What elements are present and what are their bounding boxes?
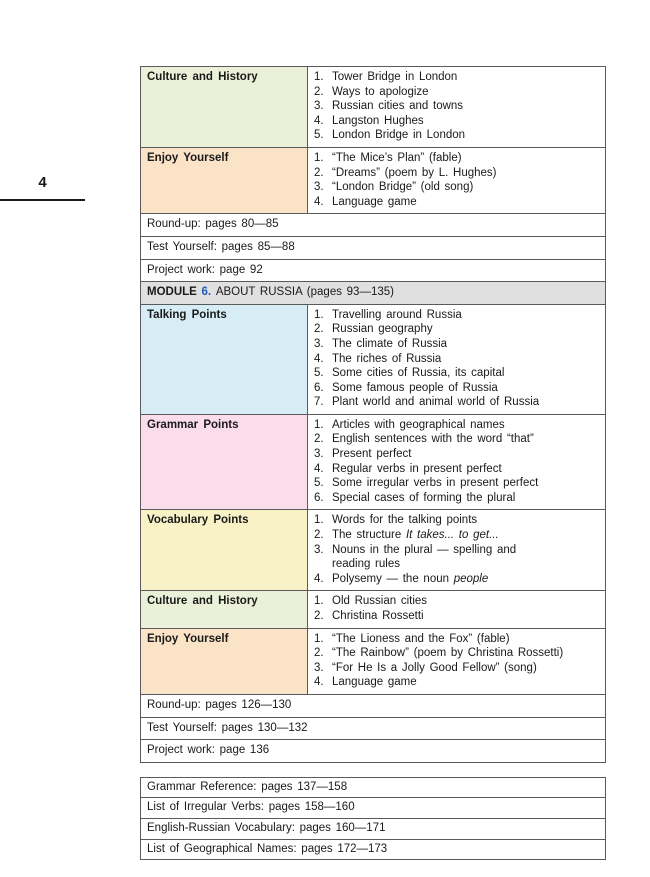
appendix-table (140, 777, 606, 860)
section-label: Grammar Points (141, 414, 308, 510)
toc-row (141, 282, 606, 305)
toc-item (314, 180, 599, 195)
item-number: 6. (314, 381, 324, 394)
section-items (308, 628, 606, 694)
text: reading rules (332, 558, 400, 571)
item-text: Christina Rossetti (332, 610, 424, 622)
toc-item (314, 462, 599, 477)
appendix-entry: Grammar Reference: pages 137—158 (141, 777, 606, 798)
item-number: 4. (314, 676, 324, 689)
item-text: The climate of Russia (332, 337, 448, 350)
item-number: 1. (314, 151, 324, 164)
appendix-row (141, 777, 606, 798)
section-items (308, 147, 606, 213)
module-title: ABOUT RUSSIA (pages 93—135) (215, 286, 394, 299)
item-number: 2. (314, 529, 324, 542)
item-text: Ways to apologize (332, 85, 429, 98)
item-number: 1. (314, 418, 324, 431)
toc-row (141, 236, 606, 259)
table-of-contents (140, 66, 606, 860)
appendix-row (141, 818, 606, 839)
item-text: “London Bridge” (old song) (332, 181, 474, 194)
appendix-entry: English-Russian Vocabulary: pages 160—171 (141, 818, 606, 839)
toc-item (314, 572, 599, 587)
item-number: 5. (314, 477, 324, 490)
item-number: 5. (314, 367, 324, 380)
module-word: MODULE (147, 286, 202, 299)
toc-row (141, 717, 606, 740)
toc-item (314, 675, 599, 690)
appendix-entry: List of Geographical Names: pages 172—173 (141, 839, 606, 860)
toc-item (314, 352, 599, 367)
toc-item (314, 432, 599, 447)
item-number: 4. (314, 462, 324, 475)
item-text: Russian cities and towns (332, 100, 464, 113)
toc-row (141, 628, 606, 694)
item-text: Regular verbs in present perfect (332, 462, 502, 475)
item-text: English sentences with the word “that” (332, 433, 534, 446)
item-number: 4. (314, 572, 324, 585)
toc-item (314, 322, 599, 337)
item-text: “The Mice’s Plan” (fable) (332, 151, 462, 164)
item-number: 3. (314, 100, 324, 113)
section-items (308, 414, 606, 510)
item-text: Some cities of Russia, its capital (332, 367, 505, 380)
item-number: 2. (314, 610, 324, 622)
item-number: 4. (314, 352, 324, 365)
item-number: 2. (314, 85, 324, 98)
text: The structure (332, 529, 406, 542)
appendix-row (141, 839, 606, 860)
item-text: Articles with geographical names (332, 418, 505, 431)
toc-item (314, 609, 599, 624)
section-label: Culture and History (141, 591, 308, 628)
item-number: 3. (314, 543, 324, 556)
item-text (332, 543, 599, 572)
item-text: Some famous people of Russia (332, 381, 498, 394)
toc-item (314, 594, 599, 609)
item-text: Langston Hughes (332, 114, 424, 127)
item-number: 3. (314, 448, 324, 461)
section-items (308, 304, 606, 414)
item-number: 1. (314, 595, 324, 608)
item-number: 2. (314, 433, 324, 446)
full-width-row: Test Yourself: pages 130—132 (141, 717, 606, 740)
item-text (332, 528, 599, 543)
text: Nouns in the plural — spelling and (332, 543, 517, 556)
toc-table (140, 66, 606, 763)
text: Polysemy — the noun (332, 572, 454, 585)
item-number: 3. (314, 337, 324, 350)
item-text: Language game (332, 676, 417, 689)
item-text: Russian geography (332, 323, 433, 336)
appendix-table-body (141, 777, 606, 859)
full-width-row: Project work: page 136 (141, 740, 606, 763)
item-text: “Dreams” (poem by L. Hughes) (332, 166, 497, 179)
item-text: “For He Is a Jolly Good Fellow” (song) (332, 661, 537, 674)
item-number: 7. (314, 396, 324, 409)
toc-item (314, 447, 599, 462)
toc-item (314, 337, 599, 352)
item-number: 2. (314, 323, 324, 336)
toc-item (314, 646, 599, 661)
item-text: Present perfect (332, 448, 412, 461)
toc-item (314, 151, 599, 166)
toc-item (314, 308, 599, 323)
item-number: 3. (314, 661, 324, 674)
italic-text: It takes... to get... (405, 529, 499, 542)
section-label: Vocabulary Points (141, 510, 308, 591)
toc-item (314, 114, 599, 129)
item-number: 4. (314, 114, 324, 127)
toc-row (141, 304, 606, 414)
toc-item (314, 476, 599, 491)
module-number: 6. (201, 286, 216, 299)
section-items (308, 591, 606, 628)
item-text: Tower Bridge in London (332, 71, 458, 83)
toc-row (141, 147, 606, 213)
item-number: 1. (314, 308, 324, 321)
toc-row (141, 510, 606, 591)
toc-item (314, 632, 599, 647)
toc-row (141, 591, 606, 628)
toc-row (141, 414, 606, 510)
toc-row (141, 740, 606, 763)
item-text: Words for the talking points (332, 514, 478, 527)
page-number: 4 (38, 174, 47, 191)
italic-text: people (453, 572, 489, 585)
toc-item (314, 528, 599, 543)
toc-item (314, 85, 599, 100)
item-number: 2. (314, 166, 324, 179)
toc-item (314, 99, 599, 114)
item-text: Travelling around Russia (332, 308, 462, 321)
item-text: Language game (332, 195, 417, 208)
full-width-row: Round-up: pages 126—130 (141, 694, 606, 717)
section-label: Talking Points (141, 304, 308, 414)
item-text: Old Russian cities (332, 595, 428, 608)
item-text: The riches of Russia (332, 352, 442, 365)
toc-item (314, 418, 599, 433)
item-text: London Bridge in London (332, 129, 466, 142)
section-items (308, 510, 606, 591)
toc-item (314, 513, 599, 528)
appendix-row (141, 798, 606, 819)
toc-row (141, 67, 606, 148)
item-number: 1. (314, 71, 324, 83)
toc-item (314, 166, 599, 181)
toc-item (314, 395, 599, 410)
full-width-row: Test Yourself: pages 85—88 (141, 236, 606, 259)
item-text (332, 572, 599, 587)
toc-row (141, 694, 606, 717)
toc-row (141, 214, 606, 237)
section-label: Culture and History (141, 67, 308, 148)
toc-item (314, 543, 599, 572)
item-number: 1. (314, 514, 324, 527)
toc-item (314, 661, 599, 676)
toc-item (314, 381, 599, 396)
toc-item (314, 70, 599, 85)
item-text: “The Rainbow” (poem by Christina Rossetti) (332, 647, 564, 660)
item-text: Special cases of forming the plural (332, 491, 516, 504)
item-number: 4. (314, 195, 324, 208)
item-number: 5. (314, 129, 324, 142)
section-items (308, 67, 606, 148)
module-header (141, 282, 606, 305)
toc-item (314, 366, 599, 381)
toc-item (314, 128, 599, 143)
item-number: 3. (314, 181, 324, 194)
section-label: Enjoy Yourself (141, 628, 308, 694)
full-width-row: Round-up: pages 80—85 (141, 214, 606, 237)
item-number: 1. (314, 632, 324, 645)
appendix-entry: List of Irregular Verbs: pages 158—160 (141, 798, 606, 819)
toc-item (314, 491, 599, 506)
toc-item (314, 195, 599, 210)
item-text: Plant world and animal world of Russia (332, 396, 540, 409)
page-number-rule (0, 199, 85, 201)
full-width-row: Project work: page 92 (141, 259, 606, 282)
item-number: 6. (314, 491, 324, 504)
section-label: Enjoy Yourself (141, 147, 308, 213)
toc-table-body (141, 67, 606, 763)
toc-row (141, 259, 606, 282)
item-number: 2. (314, 647, 324, 660)
item-text: “The Lioness and the Fox” (fable) (332, 632, 510, 645)
item-text: Some irregular verbs in present perfect (332, 477, 539, 490)
